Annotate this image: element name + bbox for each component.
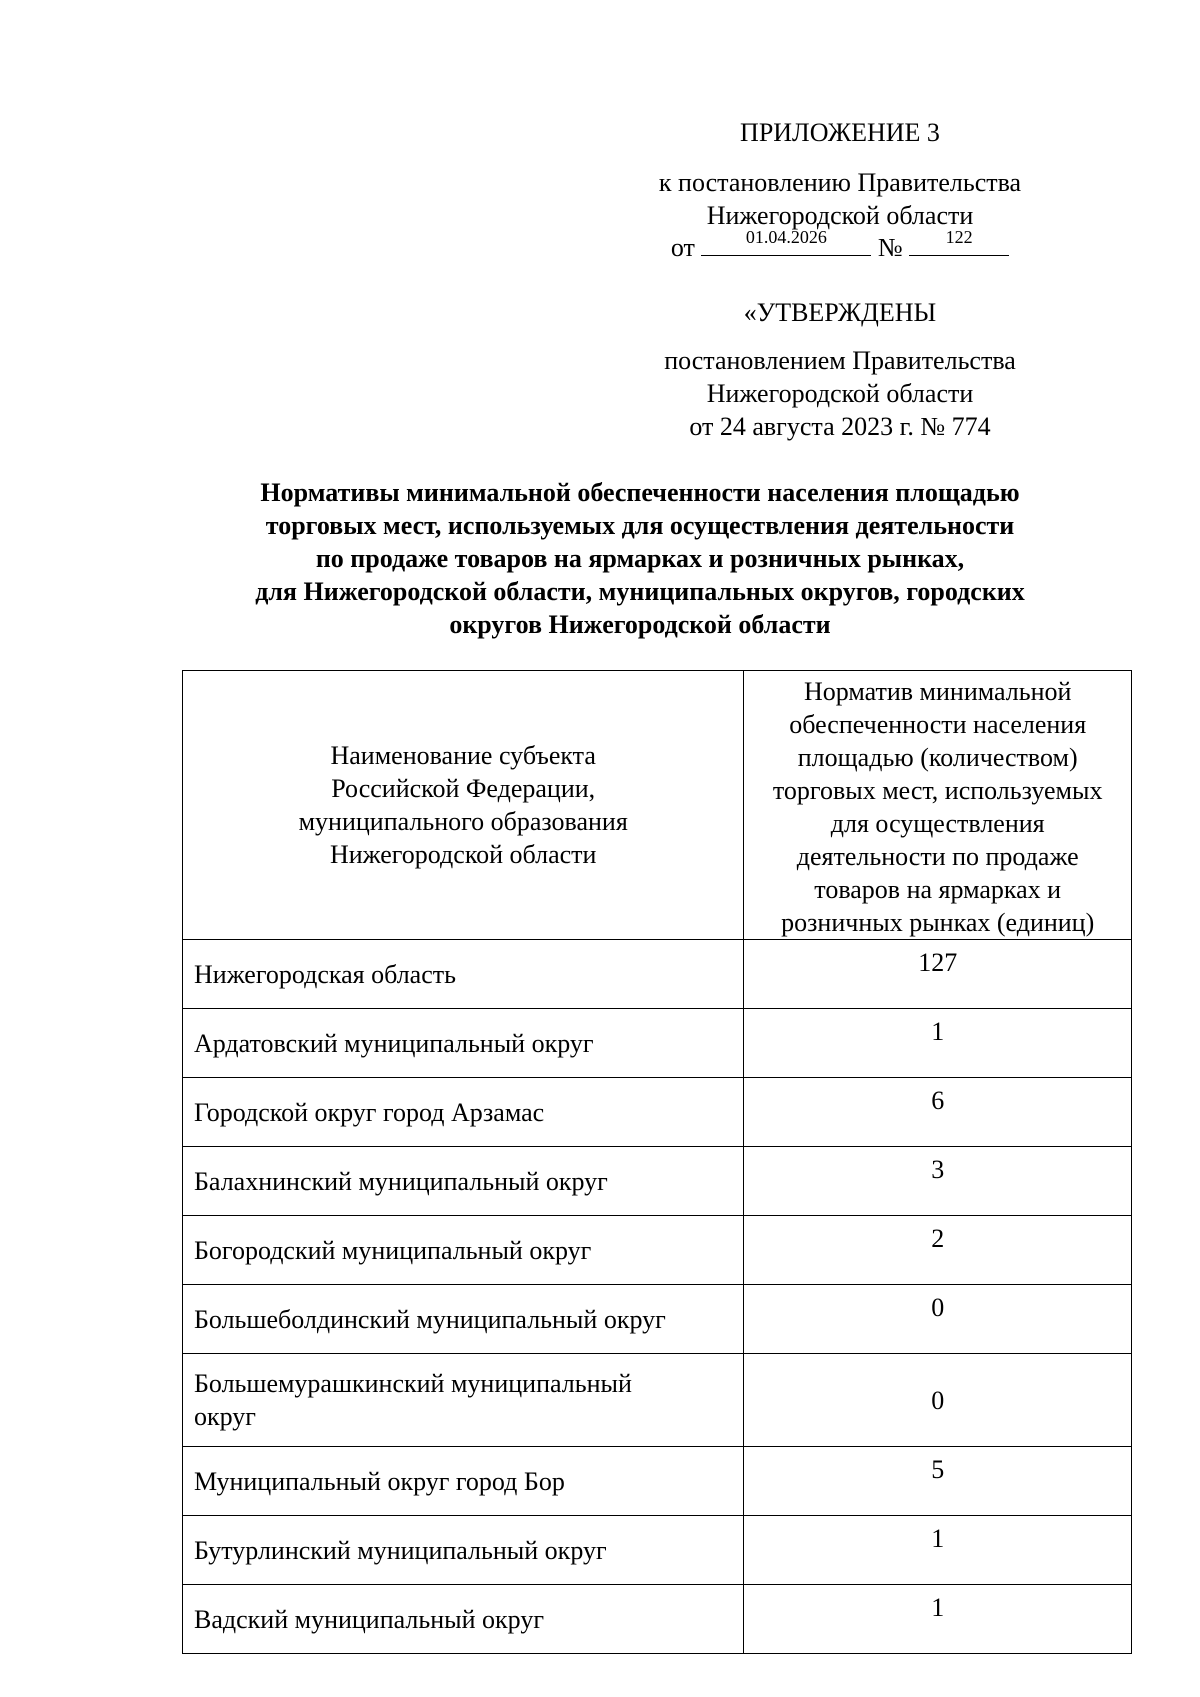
row-name: Вадский муниципальный округ xyxy=(183,1585,744,1654)
number-label: № xyxy=(877,233,903,262)
table-row xyxy=(183,1147,1132,1216)
header-norm-line: торговых мест, используемых xyxy=(772,776,1103,805)
table-row xyxy=(183,1009,1132,1078)
row-value: 0 xyxy=(744,1354,1132,1447)
row-value: 1 xyxy=(744,1009,1132,1078)
row-name: Бутурлинский муниципальный округ xyxy=(183,1516,744,1585)
approved-line: Нижегородской области xyxy=(706,379,974,408)
header-name-line: муниципального образования xyxy=(298,807,628,836)
document-title xyxy=(190,476,1090,641)
attachment-reference-line: к постановлению Правительства xyxy=(658,168,1022,197)
header-norm-line: товаров на ярмарках и xyxy=(814,875,1062,904)
header-name-line: Российской Федерации, xyxy=(331,774,596,803)
header-norm-cell xyxy=(744,671,1132,940)
row-name-line: Большемурашкинский муниципальный xyxy=(194,1369,632,1398)
table-row xyxy=(183,940,1132,1009)
table-row xyxy=(183,1354,1132,1447)
row-name: Нижегородская область xyxy=(183,940,744,1009)
from-label: от xyxy=(670,233,695,262)
row-name: Ардатовский муниципальный округ xyxy=(183,1009,744,1078)
header-norm-line: для осуществления xyxy=(830,809,1045,838)
table-row xyxy=(183,1216,1132,1285)
approved-by xyxy=(620,344,1060,443)
row-value: 127 xyxy=(744,940,1132,1009)
norms-table xyxy=(182,670,1132,1654)
header-norm-line: площадью (количеством) xyxy=(797,743,1078,772)
row-value: 3 xyxy=(744,1147,1132,1216)
document-title-line: Нормативы минимальной обеспеченности населения площадью xyxy=(260,478,1020,507)
date-value: 01.04.2026 xyxy=(745,227,827,247)
attachment-reference-line: Нижегородской области xyxy=(706,201,974,230)
date-field xyxy=(701,227,871,256)
table-row xyxy=(183,1585,1132,1654)
approved-heading: «УТВЕРЖДЕНЫ xyxy=(743,298,937,327)
approved-line: постановлением Правительства xyxy=(664,346,1016,375)
header-name-line: Наименование субъекта xyxy=(330,741,596,770)
header-norm-line: обеспеченности населения xyxy=(789,710,1087,739)
number-field xyxy=(909,227,1009,256)
header-name-cell xyxy=(183,671,744,940)
header-norm-line: Норматив минимальной xyxy=(803,677,1072,706)
row-value: 5 xyxy=(744,1447,1132,1516)
table-row xyxy=(183,1078,1132,1147)
row-value: 2 xyxy=(744,1216,1132,1285)
row-name: Балахнинский муниципальный округ xyxy=(183,1147,744,1216)
row-value: 6 xyxy=(744,1078,1132,1147)
row-name: Городской округ город Арзамас xyxy=(183,1078,744,1147)
row-name: Богородский муниципальный округ xyxy=(183,1216,744,1285)
row-name xyxy=(183,1354,744,1447)
table-row xyxy=(183,1447,1132,1516)
number-value: 122 xyxy=(945,227,973,247)
attachment-title: ПРИЛОЖЕНИЕ 3 xyxy=(740,118,940,147)
document-title-line: торговых мест, используемых для осуществления деятельности xyxy=(265,511,1015,540)
attachment-date-number xyxy=(620,227,1060,262)
row-value: 1 xyxy=(744,1585,1132,1654)
row-value: 1 xyxy=(744,1516,1132,1585)
row-name-line: округ xyxy=(194,1402,256,1431)
table-row xyxy=(183,1516,1132,1585)
header-norm-line: розничных рынках (единиц) xyxy=(781,908,1095,937)
attachment-reference xyxy=(620,166,1060,232)
row-name: Муниципальный округ город Бор xyxy=(183,1447,744,1516)
document-title-line: по продаже товаров на ярмарках и розничных рынках, xyxy=(315,544,965,573)
document-title-line: округов Нижегородской области xyxy=(449,610,831,639)
row-name: Большеболдинский муниципальный округ xyxy=(183,1285,744,1354)
document-title-line: для Нижегородской области, муниципальных округов, городских xyxy=(255,577,1025,606)
header-norm-line: деятельности по продаже xyxy=(796,842,1079,871)
approved-line: от 24 августа 2023 г. № 774 xyxy=(689,412,991,441)
row-value: 0 xyxy=(744,1285,1132,1354)
table-header-row xyxy=(183,671,1132,940)
header-name-line: Нижегородской области xyxy=(329,840,597,869)
table-row xyxy=(183,1285,1132,1354)
